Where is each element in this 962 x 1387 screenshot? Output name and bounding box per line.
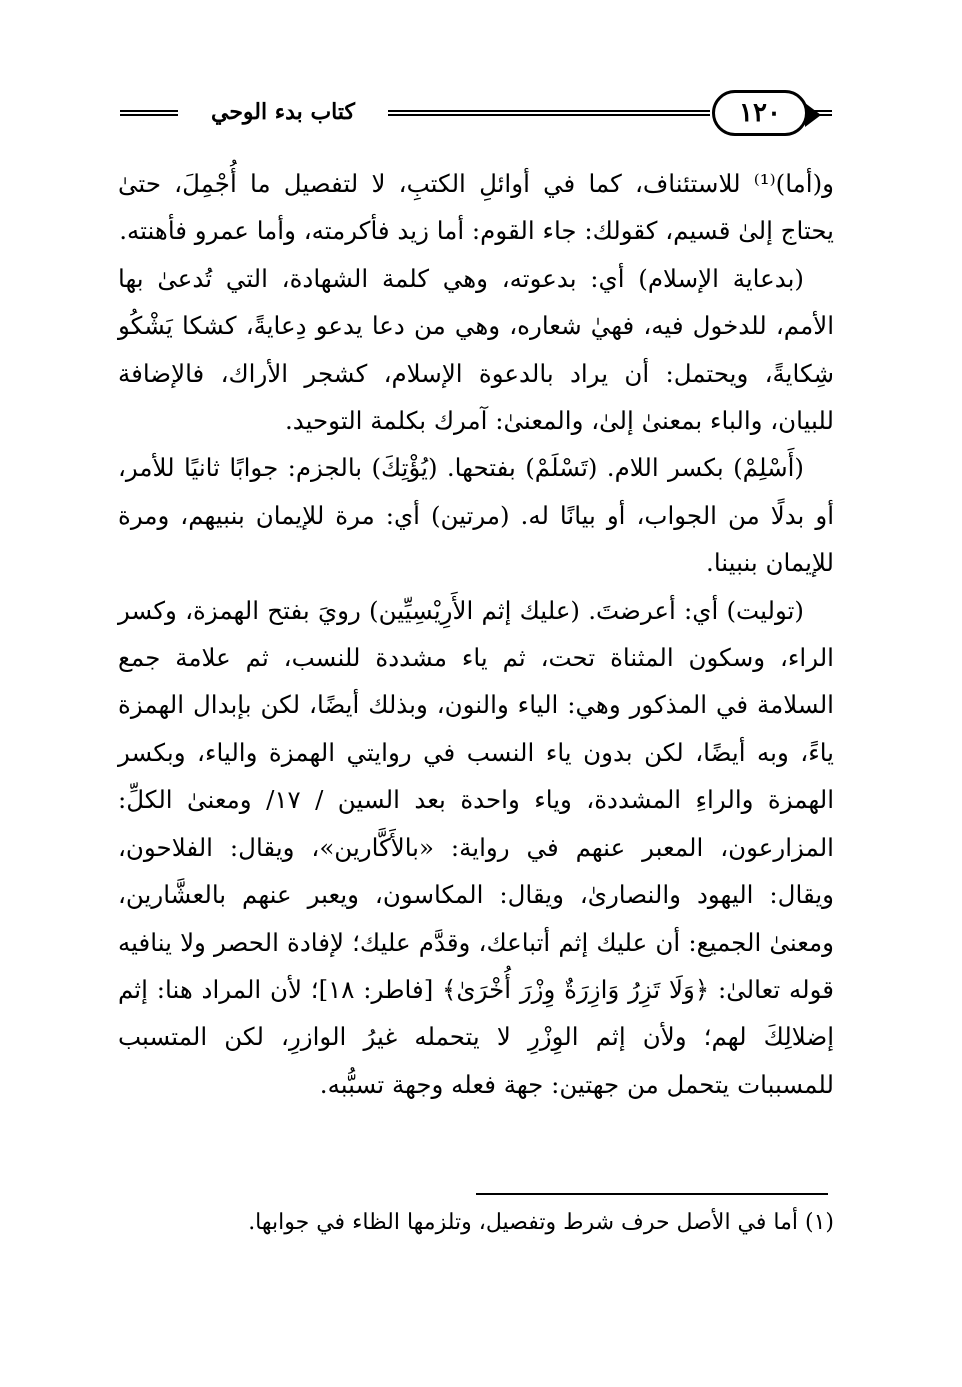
footnote-separator — [476, 1193, 828, 1195]
header-rule-right — [810, 110, 832, 116]
footnote: (١) أما في الأصل حرف شرط وتفصيل، وتلزمها الظاء في جوابها. — [248, 1210, 834, 1235]
paragraph-1: و(أما)⁽¹⁾ للاستئناف، كما في أوائلِ الكتبِ، لا لتفصيل ما أُجْمِلَ، حتىٰ يحتاج إلىٰ قسيم، كقولك: جاء القوم: أما زيد فأكرمته، وأما عمرو فأهنته. — [118, 169, 834, 246]
header-rule-left — [120, 110, 178, 116]
paragraph-4: (توليت) أي: أعرضتَ. (عليك إثم الأَرِيْسِيِّين) رويَ بفتح الهمزة، وكسر الراء، وسكون المثناة تحت، ثم ياء مشددة للنسب، ثم علامة جمع السلامة في المذكور وهي: الياء والنون، وبذلك أيضًا، لكن بإبدال الهمزة ياءً، وبه أيضًا، لكن بدون ياء النسب في روايتي الهمزة والياء، وبكسر الهمزة والراءِ المشددة، وياء واحدة بعد السين / ١٧/ ومعنىٰ الكلِّ: المزارعون، المعبر عنهم في رواية: «بالأَكَّارين»، ويقال: الفلاحون، ويقال: اليهود والنصارىٰ، ويقال: المكاسون، ويعبر عنهم بالعشَّارين، ومعنىٰ الجميع: أن عليك إثم أتباعك، وقدَّم عليك؛ لإفادة الحصر ولا ينافيه قوله تعالىٰ: ﴿وَلَا تَزِرُ وَازِرَةٌ وِزْرَ أُخْرَىٰ﴾ [فاطر: ١٨]؛ لأن المراد هنا: إثم إضلالِكَ لهم؛ ولأن إثم الوِزْرِ لا يتحمله غيرُ الوازرِ، لكن المتسبب للمسببات يتحمل من جهتين: جهة فعله وجهة تسبُّبه. — [118, 595, 834, 1099]
page-number-badge — [712, 90, 808, 136]
paragraph-2: (بدعاية الإسلام) أي: بدعوته، وهي كلمة الشهادة، التي تُدعىٰ بها الأمم، للدخول فيه، فهيٰ شعاره، وهي من دعا يدعو دِعايةً، كشكا يَشْكُو شِكايةً، ويحتمل: أن يراد بالدعوة الإسلام، كشجر الأراك، فالإضافة للبيان، والباء بمعنىٰ إلىٰ، والمعنىٰ: آمرك بكلمة التوحيد. — [118, 263, 834, 436]
page-number: ١٢٠ — [739, 98, 781, 128]
paragraph-3: (أَسْلِمْ) بكسر اللام. (تَسْلَمْ) بفتحها. (يُؤْتِكَ) بالجزم: جوابًا ثانيًا للأمر، أو بدلًا من الجواب، أو بيانًا له. (مرتين) أي: مرة للإيمان بنبيهم، ومرة للإيمان بنبينا. — [118, 453, 834, 578]
page-header — [120, 86, 832, 148]
main-text — [118, 160, 834, 1108]
running-title: كتاب بدء الوحي — [211, 99, 355, 125]
header-rule-middle — [388, 110, 710, 116]
